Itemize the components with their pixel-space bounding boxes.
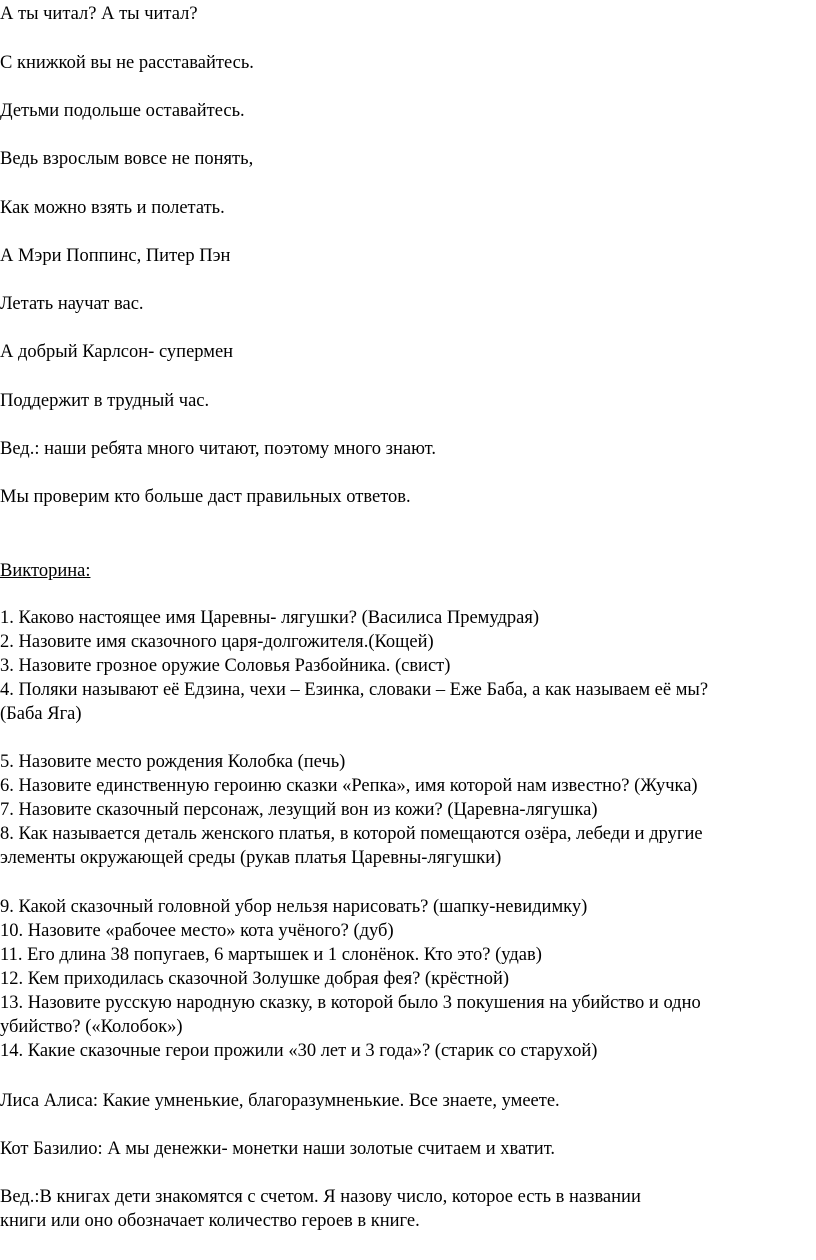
quiz-question: 8. Как называется деталь женского платья, в которой помещаются озёра, лебеди и другие bbox=[0, 824, 703, 844]
quiz-question: 14. Какие сказочные герои прожили «30 лет и 3 года»? (старик со старухой) bbox=[0, 1041, 598, 1061]
poem-line: Ведь взрослым вовсе не понять, bbox=[0, 149, 254, 169]
poem-line: А ты читал? А ты читал? bbox=[0, 4, 198, 24]
poem-line: Поддержит в трудный час. bbox=[0, 391, 210, 411]
quiz-question: 7. Назовите сказочный персонаж, лезущий вон из кожи? (Царевна-лягушка) bbox=[0, 800, 598, 820]
quiz-question: 12. Кем приходилась сказочной Золушке добрая фея? (крёстной) bbox=[0, 969, 510, 989]
quiz-question: 2. Назовите имя сказочного царя-долгожителя.(Кощей) bbox=[0, 632, 434, 652]
character-line: Кот Базилио: А мы денежки- монетки наши золотые считаем и хватит. bbox=[0, 1139, 556, 1159]
quiz-question: 13. Назовите русскую народную сказку, в которой было 3 покушения на убийство и одно bbox=[0, 993, 701, 1013]
poem-line: Как можно взять и полетать. bbox=[0, 198, 225, 218]
poem-line: А добрый Карлсон- супермен bbox=[0, 342, 234, 362]
quiz-question: 6. Назовите единственную героиню сказки «Репка», имя которой нам известно? (Жучка) bbox=[0, 776, 698, 796]
quiz-question: убийство? («Колобок») bbox=[0, 1017, 183, 1037]
quiz-heading: Викторина: bbox=[0, 561, 91, 581]
poem-line: А Мэри Поппинс, Питер Пэн bbox=[0, 246, 231, 266]
poem-line: Детьми подольше оставайтесь. bbox=[0, 101, 245, 121]
poem-line: Летать научат вас. bbox=[0, 294, 144, 314]
host-line: книги или оно обозначает количество героев в книге. bbox=[0, 1211, 420, 1231]
quiz-question: 9. Какой сказочный головной убор нельзя нарисовать? (шапку-невидимку) bbox=[0, 897, 588, 917]
quiz-question: 4. Поляки называют её Едзина, чехи – Езинка, словаки – Еже Баба, а как называем её мы? bbox=[0, 680, 709, 700]
poem-line: С книжкой вы не расставайтесь. bbox=[0, 53, 254, 73]
host-line: Вед.: наши ребята много читают, поэтому много знают. bbox=[0, 439, 436, 459]
quiz-question: 11. Его длина 38 попугаев, 6 мартышек и 1 слонёнок. Кто это? (удав) bbox=[0, 945, 542, 965]
host-line: Вед.:В книгах дети знакомятся с счетом. Я назову число, которое есть в названии bbox=[0, 1187, 641, 1207]
quiz-question: элементы окружающей среды (рукав платья Царевны-лягушки) bbox=[0, 848, 502, 868]
quiz-question: 10. Назовите «рабочее место» кота учёного? (дуб) bbox=[0, 921, 394, 941]
character-line: Лиса Алиса: Какие умненькие, благоразумненькие. Все знаете, умеете. bbox=[0, 1091, 560, 1111]
quiz-question: (Баба Яга) bbox=[0, 704, 82, 724]
quiz-question: 5. Назовите место рождения Колобка (печь) bbox=[0, 752, 346, 772]
quiz-question: 1. Каково настоящее имя Царевны- лягушки? (Василиса Премудрая) bbox=[0, 608, 540, 628]
quiz-question: 3. Назовите грозное оружие Соловья Разбойника. (свист) bbox=[0, 656, 451, 676]
host-line: Мы проверим кто больше даст правильных ответов. bbox=[0, 487, 411, 507]
